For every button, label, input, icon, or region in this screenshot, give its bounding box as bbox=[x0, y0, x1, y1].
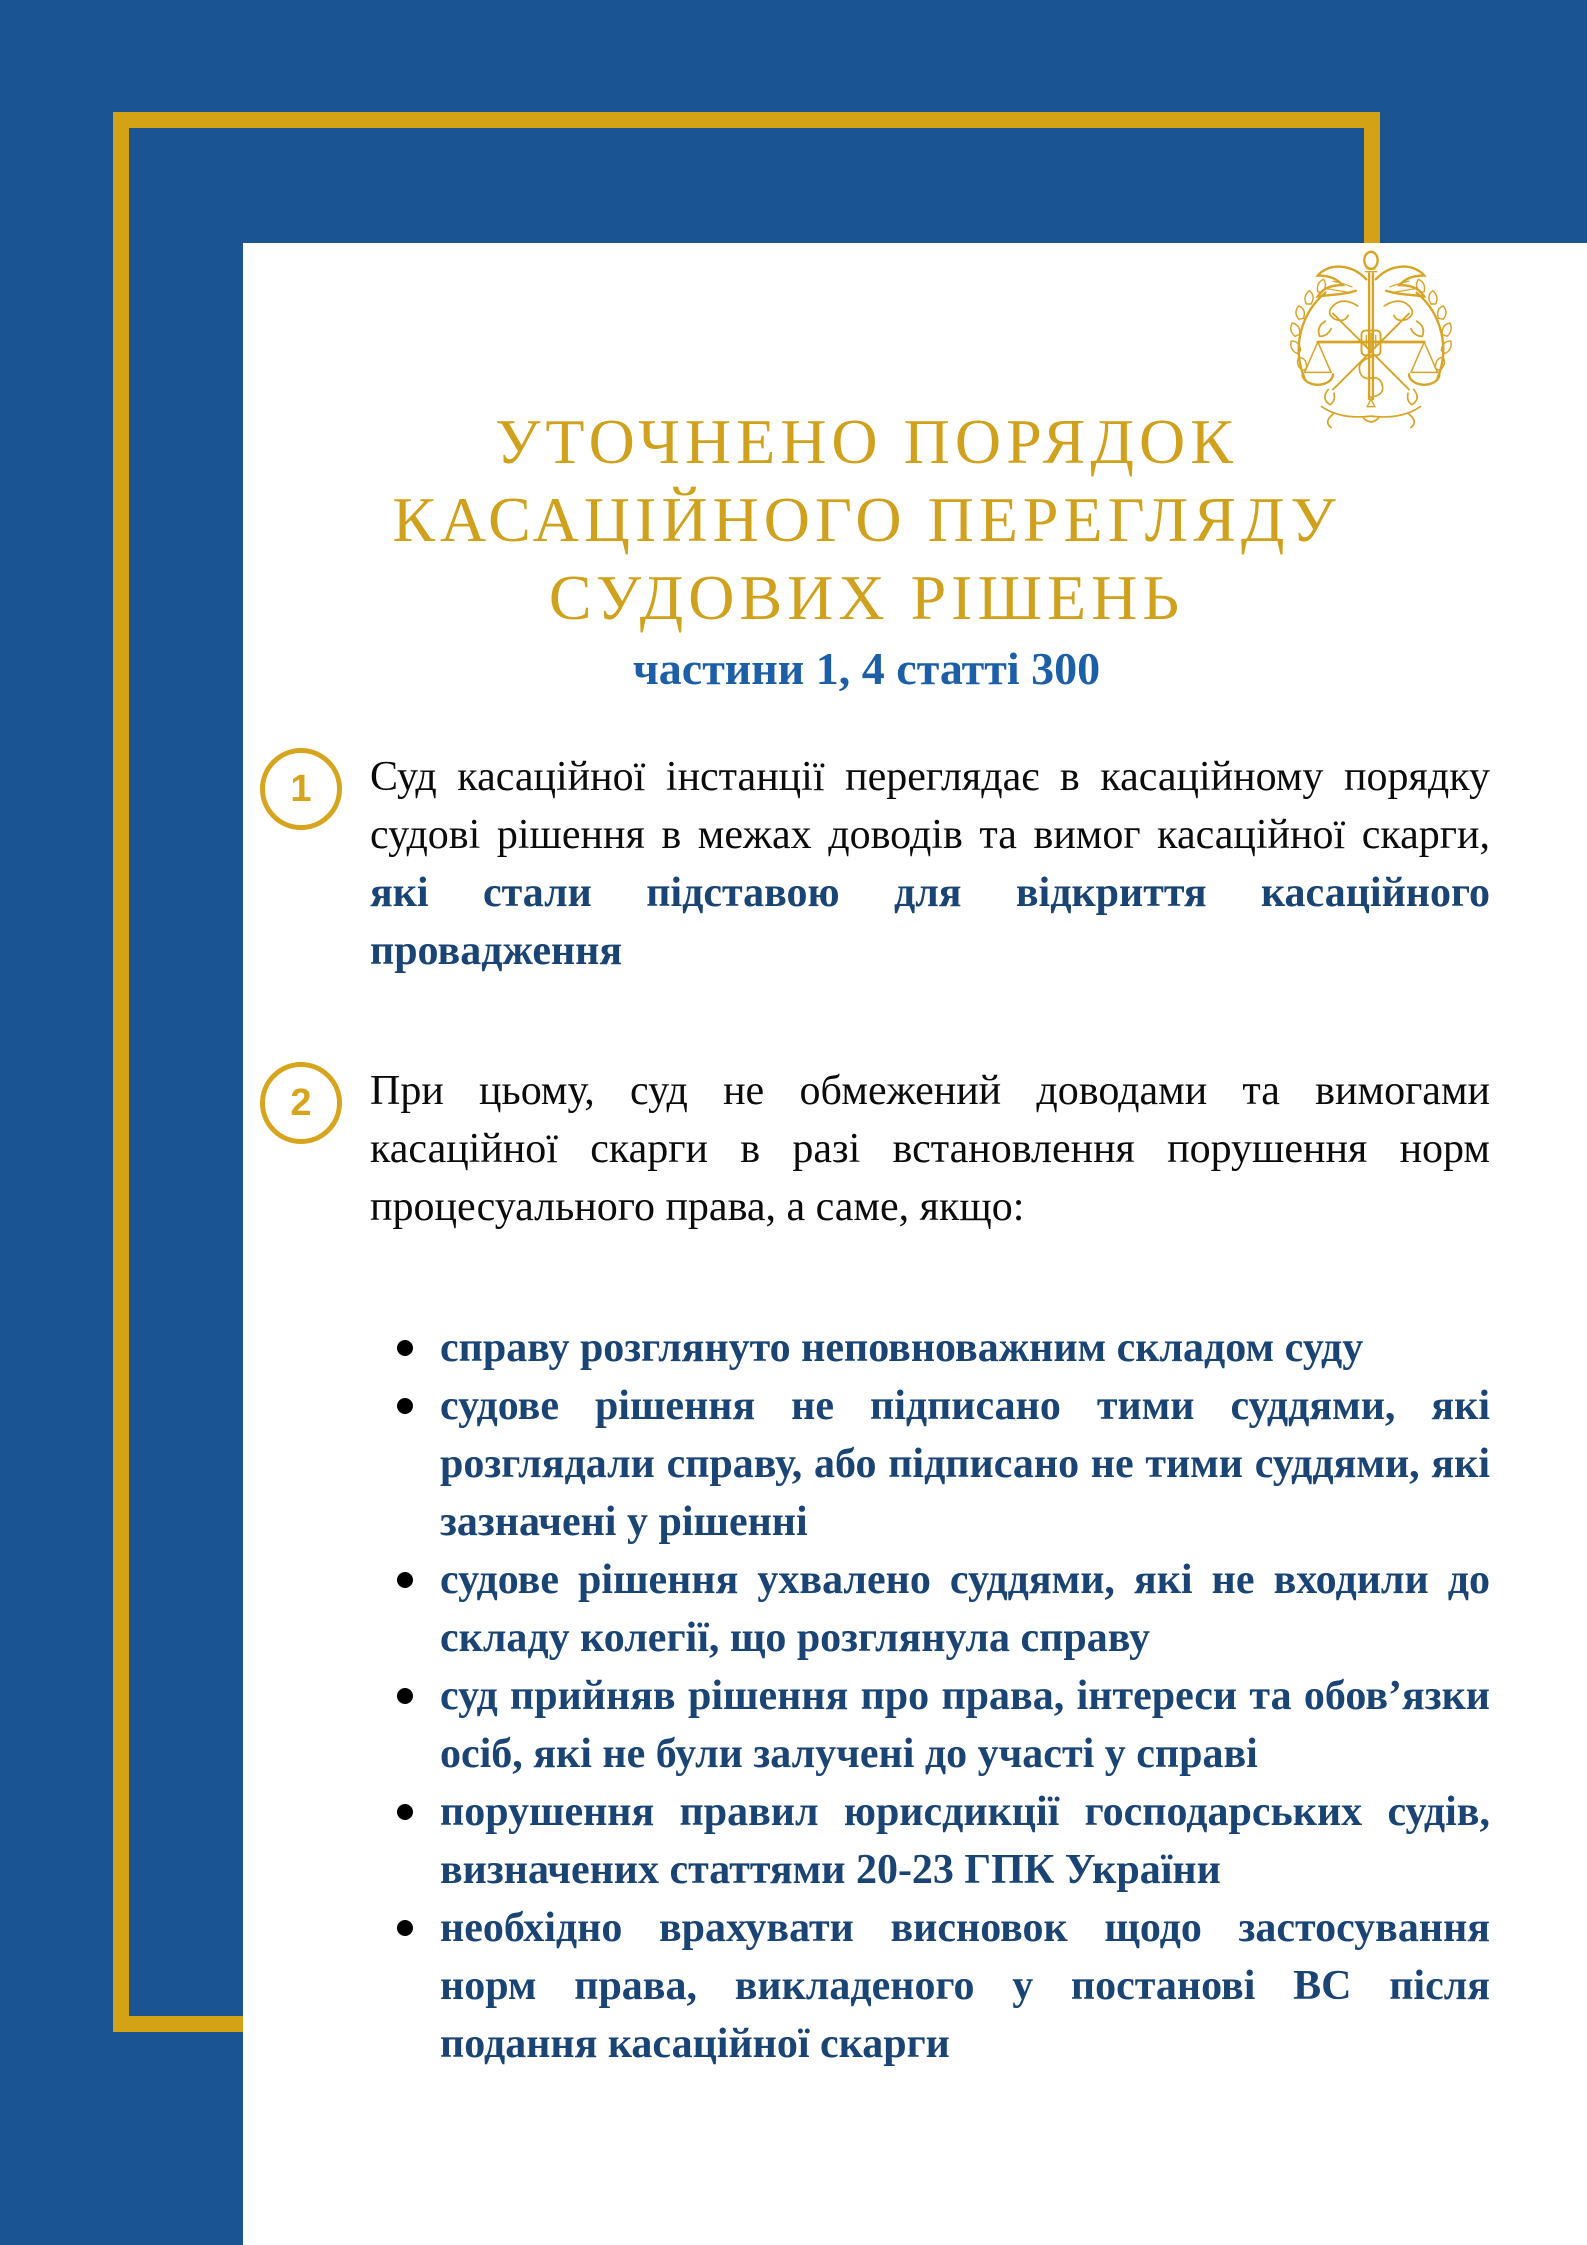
bullet-item-4: суд прийняв рішення про права, інтереси та обов’язки осіб, які не були залучені до участі у справі bbox=[397, 1667, 1490, 1783]
title-line-3: СУДОВИХ РІШЕНЬ bbox=[548, 562, 1185, 633]
page-title bbox=[243, 403, 1490, 637]
title-line-1: УТОЧНЕНО ПОРЯДОК bbox=[495, 406, 1238, 477]
bullet-item-1: справу розглянуто неповноважним складом суду bbox=[397, 1319, 1490, 1377]
content-panel bbox=[243, 243, 1587, 2245]
item-1-text-navy: які стали підставою для відкриття касаційного провадження bbox=[370, 870, 1490, 974]
item-1-text bbox=[370, 748, 1490, 980]
bullet-item-5: порушення правил юрисдикції господарських судів, визначених статтями 20-23 ГПК України bbox=[397, 1783, 1490, 1899]
numbered-item-2 bbox=[260, 1062, 1490, 1236]
item-2-text-black: При цьому, суд не обмежений доводами та вимогами касаційної скарги в разі встановлення порушення норм процесуального права, а саме, якщо: bbox=[370, 1068, 1490, 1230]
header bbox=[243, 403, 1490, 695]
bullet-item-2: судове рішення не підписано тими суддями, які розглядали справу, або підписано не тими суддями, які зазначені у рішенні bbox=[397, 1377, 1490, 1551]
item-1-number: 1 bbox=[290, 767, 312, 810]
title-line-2: КАСАЦІЙНОГО ПЕРЕГЛЯДУ bbox=[392, 484, 1341, 555]
item-1-text-black: Суд касаційної інстанції переглядає в касаційному порядку судові рішення в межах доводів та вимог касаційної скарги, bbox=[370, 754, 1490, 858]
item-1-number-badge bbox=[260, 748, 342, 830]
item-2-number: 2 bbox=[290, 1081, 312, 1124]
item-2-text bbox=[370, 1062, 1490, 1236]
bullet-list bbox=[397, 1319, 1490, 2073]
subtitle: частини 1, 4 статті 300 bbox=[632, 643, 1101, 694]
numbered-item-1 bbox=[260, 748, 1490, 980]
bullet-item-3: судове рішення ухвалено суддями, які не входили до складу колегії, що розглянула справу bbox=[397, 1551, 1490, 1667]
item-2-number-badge bbox=[260, 1062, 342, 1144]
bullet-item-6: необхідно врахувати висновок щодо застосування норм права, викладеного у постанові ВС після подання касаційної скарги bbox=[397, 1899, 1490, 2073]
